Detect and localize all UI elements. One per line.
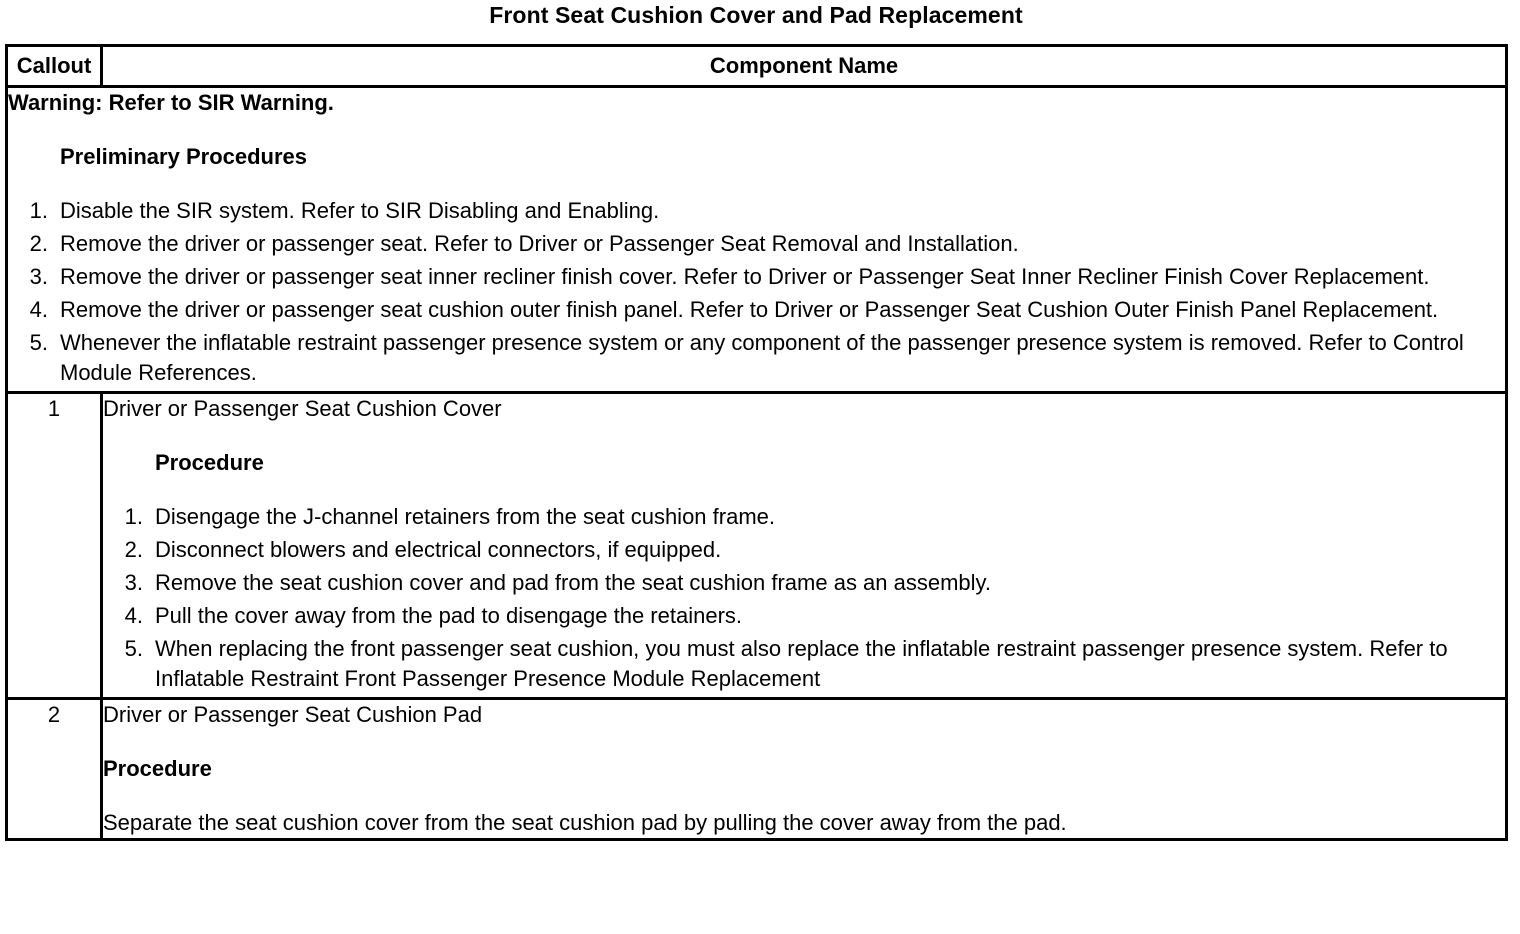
preliminary-steps xyxy=(8,196,1505,388)
table-row xyxy=(7,699,1507,840)
preliminary-row xyxy=(7,87,1507,393)
component-name: Driver or Passenger Seat Cushion Pad xyxy=(103,702,483,727)
page-title: Front Seat Cushion Cover and Pad Replacement xyxy=(489,2,1023,28)
list-item: 5. Whenever the inflatable restraint passenger presence system or any component of the passenger presence system is removed. Refer to Control Module References. xyxy=(29,330,1464,385)
table-header-row xyxy=(7,46,1507,87)
list-item: 1. Disengage the J-channel retainers from the seat cushion frame. xyxy=(124,504,775,529)
list-item: 5. When replacing the front passenger seat cushion, you must also replace the inflatable restraint passenger presence system. Refer to Inflatable Restraint Front Passenger Presence Module Replacement xyxy=(124,636,1448,691)
list-item: 4. Remove the driver or passenger seat cushion outer finish panel. Refer to Driver or Passenger Seat Cushion Outer Finish Panel Replacement. xyxy=(29,297,1439,322)
list-item: 3. Remove the driver or passenger seat inner recliner finish cover. Refer to Driver or Passenger Seat Inner Recliner Finish Cover Replacement. xyxy=(29,264,1430,289)
list-item: 4. Pull the cover away from the pad to disengage the retainers. xyxy=(124,603,743,628)
list-item: 2. Disconnect blowers and electrical connectors, if equipped. xyxy=(124,537,722,562)
callout-number: 1 xyxy=(7,393,102,699)
list-item: 3. Remove the seat cushion cover and pad from the seat cushion frame as an assembly. xyxy=(124,570,992,595)
procedure-text: Separate the seat cushion cover from the seat cushion pad by pulling the cover away from the pad. xyxy=(103,810,1067,835)
component-cell xyxy=(102,393,1507,699)
procedure-heading: Procedure xyxy=(155,450,264,475)
procedure-table xyxy=(5,44,1508,841)
list-item: 1. Disable the SIR system. Refer to SIR Disabling and Enabling. xyxy=(29,198,660,223)
sir-warning: Warning: Refer to SIR Warning. xyxy=(8,90,334,115)
component-name: Driver or Passenger Seat Cushion Cover xyxy=(103,396,502,421)
preliminary-cell xyxy=(7,87,1507,393)
table-row xyxy=(7,393,1507,699)
preliminary-heading: Preliminary Procedures xyxy=(60,144,308,169)
procedure-heading: Procedure xyxy=(103,756,212,781)
component-cell xyxy=(102,699,1507,840)
callout-column-header: Callout xyxy=(7,46,102,87)
callout-number: 2 xyxy=(7,699,102,840)
component-name-column-header: Component Name xyxy=(102,46,1507,87)
procedure-steps xyxy=(103,502,1505,694)
list-item: 2. Remove the driver or passenger seat. Refer to Driver or Passenger Seat Removal and Installation. xyxy=(29,231,1019,256)
